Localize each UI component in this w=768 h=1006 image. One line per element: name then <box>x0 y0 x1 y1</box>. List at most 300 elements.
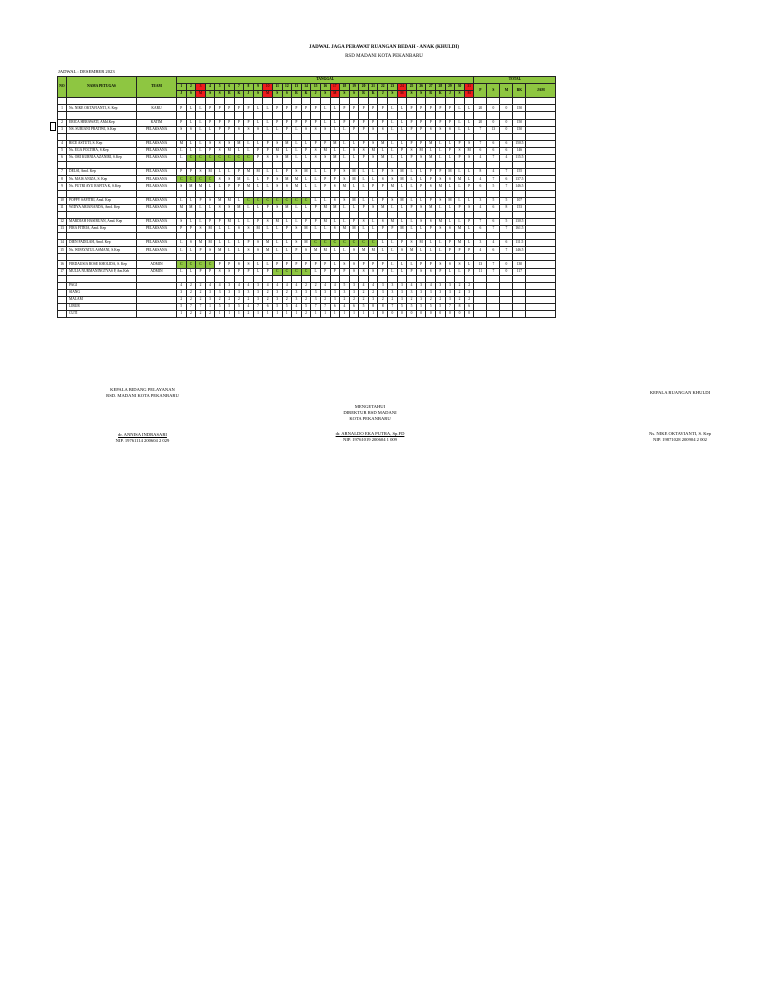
summary-value: 0 <box>407 311 417 318</box>
spacer-cell <box>234 275 244 282</box>
shift-cell: L <box>388 119 398 126</box>
staff-team: PELAKSANA <box>137 126 177 133</box>
staff-no: 10 <box>58 197 67 204</box>
shift-cell: P <box>426 261 436 268</box>
day-number: 7 <box>234 84 244 91</box>
spacer-cell <box>378 133 388 140</box>
shift-cell: L <box>177 197 187 204</box>
total-m: 6 <box>500 140 513 147</box>
total-m: 8 <box>500 204 513 211</box>
shift-cell: M <box>455 240 465 247</box>
spacer-cell <box>436 190 446 197</box>
shift-cell: L <box>224 240 234 247</box>
shift-cell: L <box>464 119 474 126</box>
spacer-cell <box>474 190 487 197</box>
shift-cell: S <box>368 155 378 162</box>
shift-cell: P <box>320 261 330 268</box>
shift-cell: L <box>464 225 474 232</box>
shift-cell: C <box>320 240 330 247</box>
summary-value: 3 <box>253 282 263 289</box>
staff-row <box>58 126 556 133</box>
spacer-cell <box>234 133 244 140</box>
shift-cell: L <box>464 240 474 247</box>
summary-total <box>513 296 526 303</box>
staff-row <box>58 147 556 154</box>
summary-team <box>137 282 177 289</box>
shift-cell: L <box>397 218 407 225</box>
staff-row <box>58 197 556 204</box>
summary-total <box>500 296 513 303</box>
shift-cell: L <box>407 197 417 204</box>
spacer-cell <box>378 98 388 105</box>
shift-cell: P <box>320 268 330 275</box>
summary-value: 2 <box>464 282 474 289</box>
spacer-cell <box>416 112 426 119</box>
spacer-cell <box>445 254 455 261</box>
shift-cell: L <box>205 204 215 211</box>
total-p: 7 <box>474 126 487 133</box>
shift-cell: S <box>368 268 378 275</box>
summary-value: 2 <box>407 296 417 303</box>
weekday: S <box>388 91 398 98</box>
shift-cell: P <box>320 140 330 147</box>
shift-cell: L <box>464 126 474 133</box>
spacer-cell <box>263 211 273 218</box>
spacer-cell <box>58 133 67 140</box>
summary-value: 3 <box>378 282 388 289</box>
spacer-cell <box>388 162 398 169</box>
summary-value: 0 <box>464 311 474 318</box>
shift-cell: M <box>426 140 436 147</box>
spacer-cell <box>426 133 436 140</box>
shift-cell: L <box>388 240 398 247</box>
shift-cell: M <box>378 140 388 147</box>
total-p: 7 <box>474 140 487 147</box>
staff-team: PELAKSANA <box>137 247 177 254</box>
spacer-cell <box>368 233 378 240</box>
spacer-cell <box>407 133 417 140</box>
day-number: 25 <box>407 84 417 91</box>
summary-label: SIANG <box>67 289 137 296</box>
shift-cell: M <box>177 140 187 147</box>
shift-cell: P <box>320 183 330 190</box>
summary-value: 1 <box>349 311 359 318</box>
shift-cell: L <box>359 176 369 183</box>
summary-value: 4 <box>282 282 292 289</box>
spacer-cell <box>359 112 369 119</box>
spacer-cell <box>177 133 187 140</box>
shift-cell: L <box>186 218 196 225</box>
summary-total <box>487 296 500 303</box>
shift-cell: L <box>282 147 292 154</box>
spacer-cell <box>397 112 407 119</box>
spacer-cell <box>292 133 302 140</box>
spacer-cell <box>513 112 526 119</box>
total-m: 6 <box>500 176 513 183</box>
shift-cell: L <box>263 126 273 133</box>
summary-value: 4 <box>244 304 254 311</box>
spacer-cell <box>301 190 311 197</box>
spacer-cell <box>455 254 465 261</box>
shift-cell: P <box>378 105 388 112</box>
shift-cell: S <box>340 176 350 183</box>
schedule-period: JADWAL : DESEMBER 2023 <box>58 69 115 74</box>
shift-cell: S <box>292 225 302 232</box>
spacer-cell <box>349 112 359 119</box>
shift-cell: P <box>436 268 446 275</box>
summary-value: 2 <box>186 296 196 303</box>
day-number: 15 <box>311 84 321 91</box>
shift-cell: P <box>272 119 282 126</box>
staff-row <box>58 204 556 211</box>
summary-value: 2 <box>359 296 369 303</box>
summary-value: 0 <box>416 311 426 318</box>
shift-cell: S <box>349 268 359 275</box>
shift-cell: M <box>455 176 465 183</box>
staff-no: 1 <box>58 105 67 112</box>
summary-value: 3 <box>407 289 417 296</box>
shift-cell: C <box>186 176 196 183</box>
spacer-cell <box>244 98 254 105</box>
spacer-cell <box>455 275 465 282</box>
shift-cell: S <box>292 169 302 176</box>
spacer-cell <box>301 211 311 218</box>
weekday: S <box>272 91 282 98</box>
shift-cell: P <box>311 140 321 147</box>
shift-cell: S <box>244 126 254 133</box>
spacer-cell <box>311 211 321 218</box>
spacer-cell <box>426 211 436 218</box>
spacer-cell <box>292 112 302 119</box>
staff-row <box>58 140 556 147</box>
shift-cell: S <box>455 147 465 154</box>
staff-name: Ns. PUTRI AYU RAFITA K, S.Kep <box>67 183 137 190</box>
spacer-cell <box>320 112 330 119</box>
shift-cell: M <box>282 204 292 211</box>
weekday: R <box>224 91 234 98</box>
spacer-cell <box>177 162 187 169</box>
signature-right-name: Ns. NIKE OKTAVIANTI, S. Kep <box>649 431 711 436</box>
weekday: J <box>378 91 388 98</box>
shift-cell: P <box>311 204 321 211</box>
shift-cell: P <box>234 119 244 126</box>
day-number: 6 <box>224 84 234 91</box>
spacer-cell <box>301 254 311 261</box>
day-number: 30 <box>455 84 465 91</box>
staff-row <box>58 268 556 275</box>
spacer-cell <box>67 98 137 105</box>
spacer-cell <box>340 190 350 197</box>
summary-total <box>474 311 487 318</box>
shift-cell: L <box>311 197 321 204</box>
spacer-cell <box>320 211 330 218</box>
shift-cell: C <box>359 240 369 247</box>
shift-cell: M <box>205 169 215 176</box>
shift-cell: P <box>416 126 426 133</box>
spacer-cell <box>526 162 556 169</box>
weekday: R <box>292 91 302 98</box>
summary-row <box>58 296 556 303</box>
spacer-cell <box>244 233 254 240</box>
spacer-cell <box>330 133 340 140</box>
total-p: 20 <box>474 105 487 112</box>
weekday: S <box>416 91 426 98</box>
spacer-cell <box>526 98 556 105</box>
spacer-cell <box>388 233 398 240</box>
shift-cell: P <box>455 204 465 211</box>
shift-cell: L <box>436 147 446 154</box>
signature-left <box>85 387 200 444</box>
shift-cell: L <box>464 169 474 176</box>
staff-row <box>58 261 556 268</box>
shift-cell: L <box>445 204 455 211</box>
weekday: J <box>177 91 187 98</box>
shift-cell: M <box>397 176 407 183</box>
spacer-cell <box>464 98 474 105</box>
shift-cell: S <box>177 183 187 190</box>
shift-cell: S <box>253 247 263 254</box>
spacer-cell <box>426 190 436 197</box>
staff-row <box>58 240 556 247</box>
summary-value: 3 <box>205 289 215 296</box>
spacer-cell <box>474 233 487 240</box>
shift-cell: P <box>426 169 436 176</box>
spacer-cell <box>67 133 137 140</box>
spacer-cell <box>292 98 302 105</box>
shift-cell: M <box>196 240 206 247</box>
tanggal-header: TANGGAL <box>177 77 474 84</box>
shift-cell: M <box>464 147 474 154</box>
staff-team: ADMIN <box>137 261 177 268</box>
staff-name: NS. SURIANI PRATIWI, S.Kep <box>67 126 137 133</box>
spacer-cell <box>407 233 417 240</box>
spacer-cell <box>311 190 321 197</box>
summary-team <box>137 289 177 296</box>
spacer-cell <box>272 254 282 261</box>
signature-left-nip: NIP. 19761114 200604 2 029 <box>115 438 170 443</box>
summary-value: 2 <box>436 296 446 303</box>
shift-cell: M <box>436 183 446 190</box>
spacer-cell <box>292 190 302 197</box>
spacer-row <box>58 275 556 282</box>
shift-cell: P <box>263 176 273 183</box>
shift-cell: S <box>215 268 225 275</box>
spacer-cell <box>196 233 206 240</box>
summary-value: 5 <box>436 304 446 311</box>
shift-cell: P <box>349 218 359 225</box>
day-number: 27 <box>426 84 436 91</box>
summary-value: 1 <box>340 311 350 318</box>
shift-cell: C <box>272 268 282 275</box>
staff-row <box>58 169 556 176</box>
weekday: J <box>244 91 254 98</box>
shift-cell: C <box>253 197 263 204</box>
shift-cell: L <box>359 197 369 204</box>
spacer-cell <box>349 254 359 261</box>
shift-cell: L <box>272 169 282 176</box>
shift-cell: M <box>234 140 244 147</box>
spacer-cell <box>464 133 474 140</box>
total-jam <box>526 119 556 126</box>
day-number: 29 <box>445 84 455 91</box>
summary-value: 5 <box>340 282 350 289</box>
total-m: 7 <box>500 183 513 190</box>
shift-cell: M <box>282 176 292 183</box>
shift-cell: P <box>282 119 292 126</box>
summary-value: 2 <box>215 296 225 303</box>
spacer-cell <box>474 112 487 119</box>
spacer-cell <box>137 162 177 169</box>
total-s: 7 <box>487 176 500 183</box>
summary-value: 1 <box>205 304 215 311</box>
spacer-cell <box>500 211 513 218</box>
summary-value: 2 <box>455 282 465 289</box>
shift-cell: S <box>224 176 234 183</box>
total-bk: 130 <box>513 261 526 268</box>
shift-cell: L <box>445 140 455 147</box>
shift-cell: M <box>436 218 446 225</box>
shift-cell: P <box>177 169 187 176</box>
shift-cell: S <box>272 183 282 190</box>
shift-cell: P <box>407 119 417 126</box>
day-number: 1 <box>177 84 187 91</box>
spacer-cell <box>186 233 196 240</box>
shift-cell: L <box>388 147 398 154</box>
spacer-cell <box>263 233 273 240</box>
spacer-cell <box>526 211 556 218</box>
spacer-cell <box>349 98 359 105</box>
spacer-cell <box>368 254 378 261</box>
shift-cell: P <box>397 147 407 154</box>
shift-cell: P <box>378 197 388 204</box>
summary-value: 0 <box>397 311 407 318</box>
shift-cell: P <box>359 119 369 126</box>
summary-label: PAGI <box>67 282 137 289</box>
spacer-cell <box>292 211 302 218</box>
total-s: 7 <box>487 225 500 232</box>
shift-cell: S <box>388 169 398 176</box>
spacer-cell <box>320 233 330 240</box>
shift-cell: L <box>340 155 350 162</box>
day-number: 8 <box>244 84 254 91</box>
shift-cell: P <box>359 155 369 162</box>
shift-cell: P <box>234 268 244 275</box>
summary-team <box>137 311 177 318</box>
shift-cell: P <box>263 204 273 211</box>
shift-cell: P <box>224 105 234 112</box>
summary-total <box>513 289 526 296</box>
spacer-cell <box>205 133 215 140</box>
shift-cell: S <box>416 218 426 225</box>
summary-value: 5 <box>272 304 282 311</box>
shift-cell: M <box>368 247 378 254</box>
spacer-cell <box>58 190 67 197</box>
summary-value: 5 <box>426 304 436 311</box>
spacer-cell <box>513 190 526 197</box>
summary-value: 8 <box>455 304 465 311</box>
shift-cell: P <box>378 261 388 268</box>
total-jam <box>526 240 556 247</box>
spacer-cell <box>263 133 273 140</box>
spacer-cell <box>301 112 311 119</box>
spacer-cell <box>436 133 446 140</box>
spacer-cell <box>224 133 234 140</box>
shift-cell: S <box>407 240 417 247</box>
shift-cell: S <box>464 204 474 211</box>
spacer-cell <box>397 233 407 240</box>
shift-cell: M <box>359 247 369 254</box>
shift-cell: M <box>349 169 359 176</box>
shift-cell: M <box>282 155 292 162</box>
summary-value: 3 <box>253 289 263 296</box>
shift-cell: L <box>292 140 302 147</box>
shift-cell: L <box>340 126 350 133</box>
staff-row <box>58 247 556 254</box>
summary-value: 2 <box>359 289 369 296</box>
spacer-cell <box>526 233 556 240</box>
day-number: 2 <box>186 84 196 91</box>
summary-value: 1 <box>234 311 244 318</box>
staff-no: 13 <box>58 225 67 232</box>
total-s: 5 <box>487 197 500 204</box>
shift-cell: M <box>340 225 350 232</box>
shift-cell: L <box>436 204 446 211</box>
summary-total <box>526 282 556 289</box>
page-title: JADWAL JAGA PERAWAT RUANGAN BEDAH - ANAK (KHULDI) <box>309 45 459 50</box>
summary-value: 6 <box>263 304 273 311</box>
shift-cell: L <box>282 218 292 225</box>
spacer-cell <box>340 133 350 140</box>
spacer-cell <box>292 233 302 240</box>
summary-total <box>487 289 500 296</box>
summary-value: 1 <box>224 311 234 318</box>
total-p: 7 <box>474 218 487 225</box>
shift-cell: S <box>186 240 196 247</box>
shift-cell: P <box>215 218 225 225</box>
spacer-cell <box>455 112 465 119</box>
shift-cell: S <box>234 126 244 133</box>
total-col-jam: JAM <box>526 84 556 98</box>
shift-cell: L <box>388 261 398 268</box>
spacer-cell <box>282 162 292 169</box>
spacer-cell <box>67 190 137 197</box>
shift-cell: P <box>301 218 311 225</box>
shift-cell: L <box>224 225 234 232</box>
spacer-cell <box>253 98 263 105</box>
spacer-cell <box>487 275 500 282</box>
spacer-cell <box>407 254 417 261</box>
total-p: 6 <box>474 183 487 190</box>
shift-cell: S <box>282 183 292 190</box>
spacer-cell <box>445 233 455 240</box>
spacer-cell <box>234 190 244 197</box>
shift-cell: M <box>263 247 273 254</box>
shift-cell: L <box>234 147 244 154</box>
summary-value: 3 <box>388 282 398 289</box>
spacer-cell <box>224 275 234 282</box>
shift-cell: S <box>205 247 215 254</box>
spacer-cell <box>215 112 225 119</box>
spacer-cell <box>272 98 282 105</box>
shift-cell: M <box>244 183 254 190</box>
spacer-cell <box>205 112 215 119</box>
shift-cell: L <box>272 225 282 232</box>
total-m: 5 <box>500 218 513 225</box>
day-number: 23 <box>388 84 398 91</box>
shift-cell: P <box>436 119 446 126</box>
shift-cell: L <box>234 247 244 254</box>
shift-cell: P <box>330 268 340 275</box>
